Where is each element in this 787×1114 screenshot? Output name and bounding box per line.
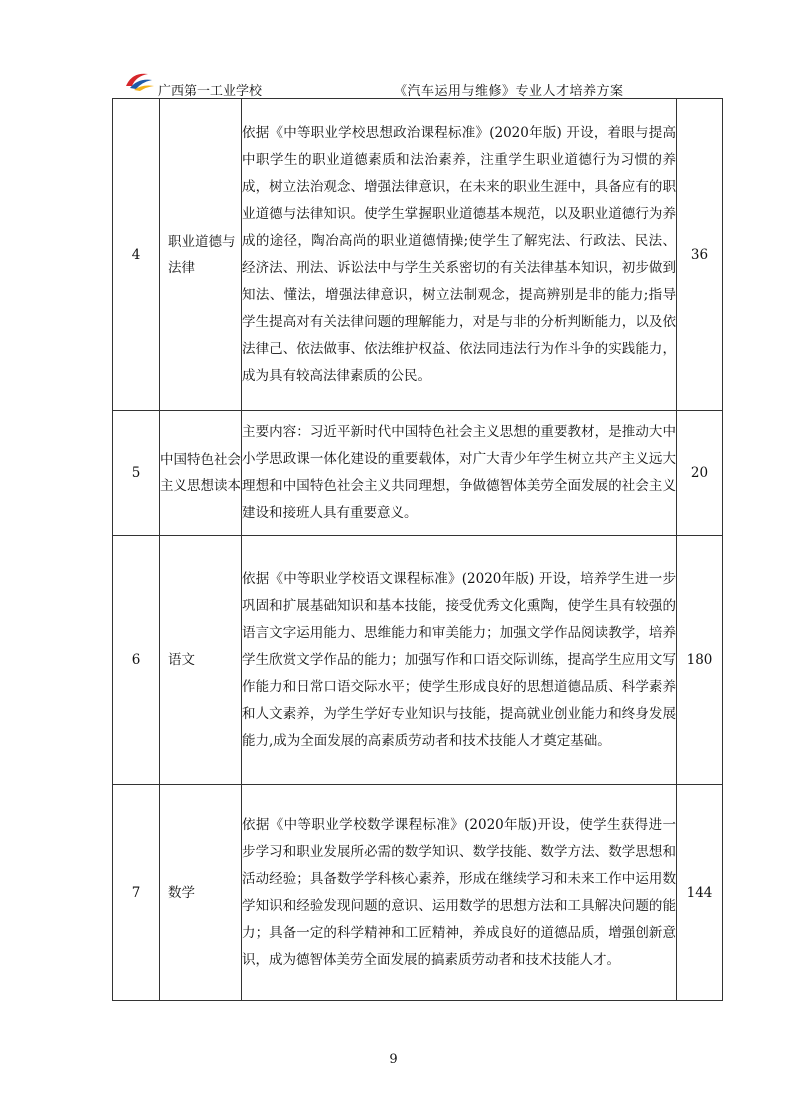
- course-hours: 144: [677, 785, 723, 1001]
- row-number: 6: [113, 536, 160, 785]
- curriculum-table: [112, 98, 723, 1001]
- page-header: [118, 70, 674, 99]
- table-row: [113, 785, 723, 1001]
- course-hours: 180: [677, 536, 723, 785]
- row-number: 5: [113, 411, 160, 536]
- course-description: 依据《中等职业学校语文课程标准》(2020年版) 开设，培养学生进一步巩固和扩展基础知识和基本技能，接受优秀文化熏陶，使学生具有较强的语言文字运用能力、思维能力和审美能力；加强文学作品阅读教学，培养学生欣赏文学作品的能力；加强写作和口语交际训练，提高学生应用文写作能力和日常口语交际水平；使学生形成良好的思想道德品质、科学素养和人文素养，为学生学好专业知识与技能，提高就业创业能力和终身发展能力,成为全面发展的高素质劳动者和技术技能人才奠定基础。: [242, 536, 677, 785]
- page-number: 9: [389, 1052, 398, 1067]
- course-name: 数学: [160, 785, 242, 1001]
- table-row: [113, 536, 723, 785]
- table-row: [113, 99, 723, 411]
- row-number: 7: [113, 785, 160, 1001]
- course-name: 中国特色社会主义思想读本: [160, 411, 242, 536]
- course-hours: 36: [677, 99, 723, 411]
- course-description: 依据《中等职业学校思想政治课程标准》(2020年版) 开设，着眼与提高中职学生的职业道德素质和法治素养，注重学生职业道德行为习惯的养成，树立法治观念、增强法律意识，在未来的职业生涯中，具备应有的职业道德与法律知识。使学生掌握职业道德基本规范，以及职业道德行为养成的途径，陶冶高尚的职业道德情操;使学生了解宪法、行政法、民法、经济法、刑法、诉讼法中与学生关系密切的有关法律基本知识，初步做到知法、懂法，增强法律意识，树立法制观念，提高辨别是非的能力;指导学生提高对有关法律问题的理解能力，对是与非的分析判断能力，以及依法律己、依法做事、依法维护权益、依法同违法行为作斗争的实践能力，成为具有较高法律素质的公民。: [242, 99, 677, 411]
- row-number: 4: [113, 99, 160, 411]
- school-logo-icon: [122, 70, 156, 94]
- course-hours: 20: [677, 411, 723, 536]
- course-name: 职业道德与法律: [160, 99, 242, 411]
- course-description: 主要内容：习近平新时代中国特色社会主义思想的重要教材，是推动大中小学思政课一体化建设的重要载体，对广大青少年学生树立共产主义远大理想和中国特色社会主义共同理想，争做德智体美劳全面发展的社会主义建设和接班人具有重要意义。: [242, 411, 677, 536]
- course-description: 依据《中等职业学校数学课程标准》(2020年版)开设，使学生获得进一步学习和职业发展所必需的数学知识、数学技能、数学方法、数学思想和活动经验；具备数学学科核心素养，形成在继续学习和未来工作中运用数学知识和经验发现问题的意识、运用数学的思想方法和工具解决问题的能力；具备一定的科学精神和工匠精神，养成良好的道德品质，增强创新意识，成为德智体美劳全面发展的搞素质劳动者和技术技能人才。: [242, 785, 677, 1001]
- document-title: 《汽车运用与维修》专业人才培养方案: [394, 84, 624, 99]
- course-name: 语文: [160, 536, 242, 785]
- table-row: [113, 411, 723, 536]
- school-name: 广西第一工业学校: [158, 84, 263, 99]
